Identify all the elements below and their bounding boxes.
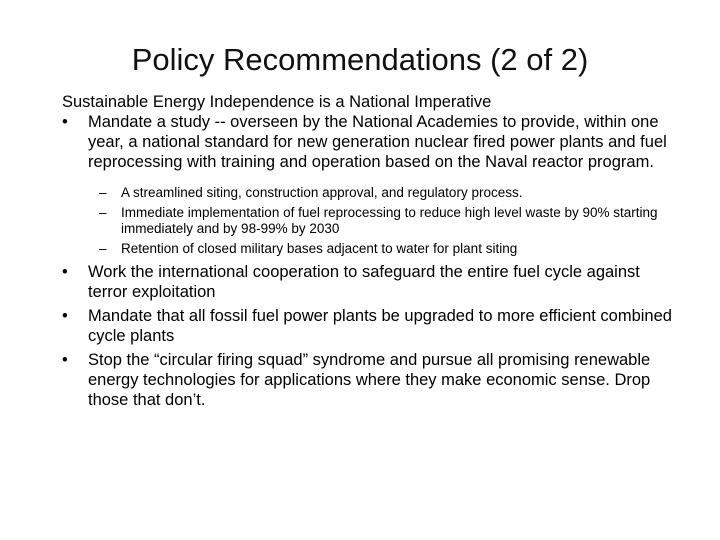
- sub-bullet-marker: –: [99, 185, 107, 200]
- sub-bullet-item: [99, 185, 682, 202]
- bullet-marker: •: [62, 307, 68, 325]
- slide-title: Policy Recommendations (2 of 2): [131, 42, 589, 77]
- sub-bullet-item: [99, 241, 682, 258]
- sub-bullet-text: Retention of closed military bases adjacent to water for plant siting: [121, 240, 518, 256]
- bullet-item: [62, 112, 682, 172]
- bullet-text: Mandate a study -- overseen by the National Academies to provide, within one year, a national standard for new generation nuclear fired power plants and fuel reprocessing with training and operation based on the Naval reactor program.: [88, 113, 667, 171]
- bullet-text: Work the international cooperation to safeguard the entire fuel cycle against terror exploitation: [88, 263, 640, 301]
- bullet-item: [62, 262, 682, 302]
- bullet-text: Stop the “circular firing squad” syndrome and pursue all promising renewable energy technologies for applications where they make economic sense. Drop those that don’t.: [88, 351, 651, 409]
- sub-bullet-list: [62, 185, 682, 257]
- bullet-item: [62, 350, 682, 410]
- sub-bullet-text: Immediate implementation of fuel reprocessing to reduce high level waste by 90% starting immediately and by 98-99% by 2030: [121, 204, 658, 236]
- bullet-marker: •: [62, 113, 68, 131]
- slide-body: [62, 92, 682, 410]
- sub-bullet-marker: –: [99, 204, 107, 220]
- bullet-text: Mandate that all fossil fuel power plants be upgraded to more efficient combined cycle plants: [88, 307, 672, 345]
- bullet-marker: •: [62, 351, 68, 369]
- sub-bullet-marker: –: [99, 240, 107, 256]
- sub-bullet-item: [99, 205, 682, 238]
- bullet-item: [62, 306, 682, 346]
- sub-bullet-text: A streamlined siting, construction approval, and regulatory process.: [121, 185, 523, 200]
- bullet-marker: •: [62, 263, 68, 281]
- intro-line: Sustainable Energy Independence is a National Imperative: [62, 93, 492, 111]
